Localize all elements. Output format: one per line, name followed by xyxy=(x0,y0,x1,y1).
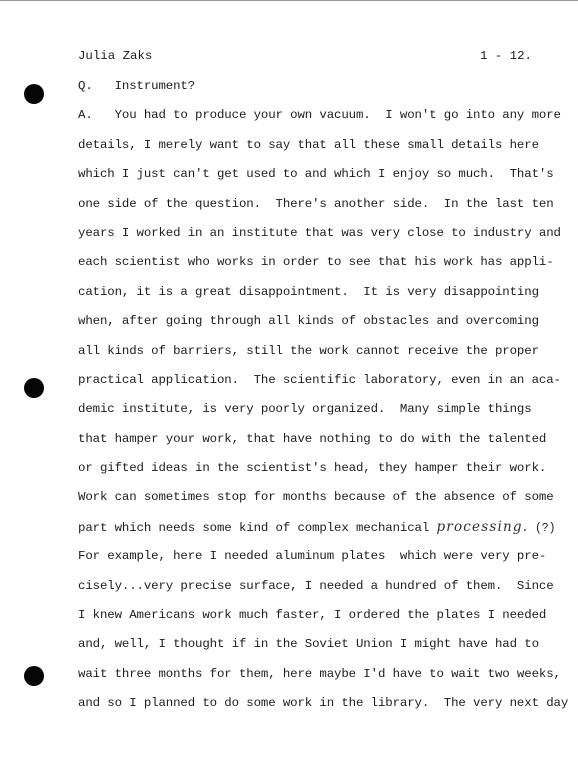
transcript-line: years I worked in an institute that was very close to industry and xyxy=(78,225,561,240)
transcript-line: and so I planned to do some work in the library. The very next day xyxy=(78,696,569,711)
transcript-line-with-handwriting xyxy=(78,518,556,548)
transcript-line: that hamper your work, that have nothing to do with the talented xyxy=(78,431,547,446)
binder-hole-top xyxy=(24,84,44,104)
transcript-line: Q. Instrument? xyxy=(78,79,196,93)
transcript-line: demic institute, is very poorly organized. Many simple things xyxy=(78,402,532,417)
transcript-line: cation, it is a great disappointment. It is very disappointing xyxy=(78,284,539,299)
transcript-line: cisely...very precise surface, I needed a hundred of them. Since xyxy=(78,578,554,593)
transcript-body xyxy=(78,78,569,725)
interviewee-name: Julia Zaks xyxy=(78,49,153,63)
transcript-line: details, I merely want to say that all these small details here xyxy=(78,137,539,152)
typed-text: part which needs some kind of complex mechanical xyxy=(78,520,437,535)
transcript-line: and, well, I thought if in the Soviet Union I might have had to xyxy=(78,637,539,652)
page-number: 1 - 12. xyxy=(479,49,532,63)
transcript-line: Work can sometimes stop for months because of the absence of some xyxy=(78,490,554,505)
transcript-line: one side of the question. There's another side. In the last ten xyxy=(78,196,554,211)
transcript-line: For example, here I needed aluminum plates which were very pre- xyxy=(78,549,547,564)
handwritten-correction: processing. xyxy=(436,518,529,535)
transcript-line: which I just can't get used to and which I enjoy so much. That's xyxy=(78,167,554,182)
binder-hole-bottom xyxy=(24,666,44,686)
transcript-line: A. You had to produce your own vacuum. I won't go into any more xyxy=(78,108,561,123)
page-top-edge xyxy=(0,0,578,1)
transcript-line: wait three months for them, here maybe I'd have to wait two weeks, xyxy=(78,666,561,681)
uncertainty-note: (?) xyxy=(528,521,556,535)
transcript-line: when, after going through all kinds of obstacles and overcoming xyxy=(78,314,539,329)
transcript-line: I knew Americans work much faster, I ordered the plates I needed xyxy=(78,608,547,623)
binder-hole-middle xyxy=(24,378,44,398)
transcript-line: or gifted ideas in the scientist's head, they hamper their work. xyxy=(78,461,547,476)
transcript-line: practical application. The scientific laboratory, even in an aca- xyxy=(78,372,561,387)
transcript-line: each scientist who works in order to see that his work has appli- xyxy=(78,255,554,270)
transcript-line: all kinds of barriers, still the work cannot receive the proper xyxy=(78,343,539,358)
